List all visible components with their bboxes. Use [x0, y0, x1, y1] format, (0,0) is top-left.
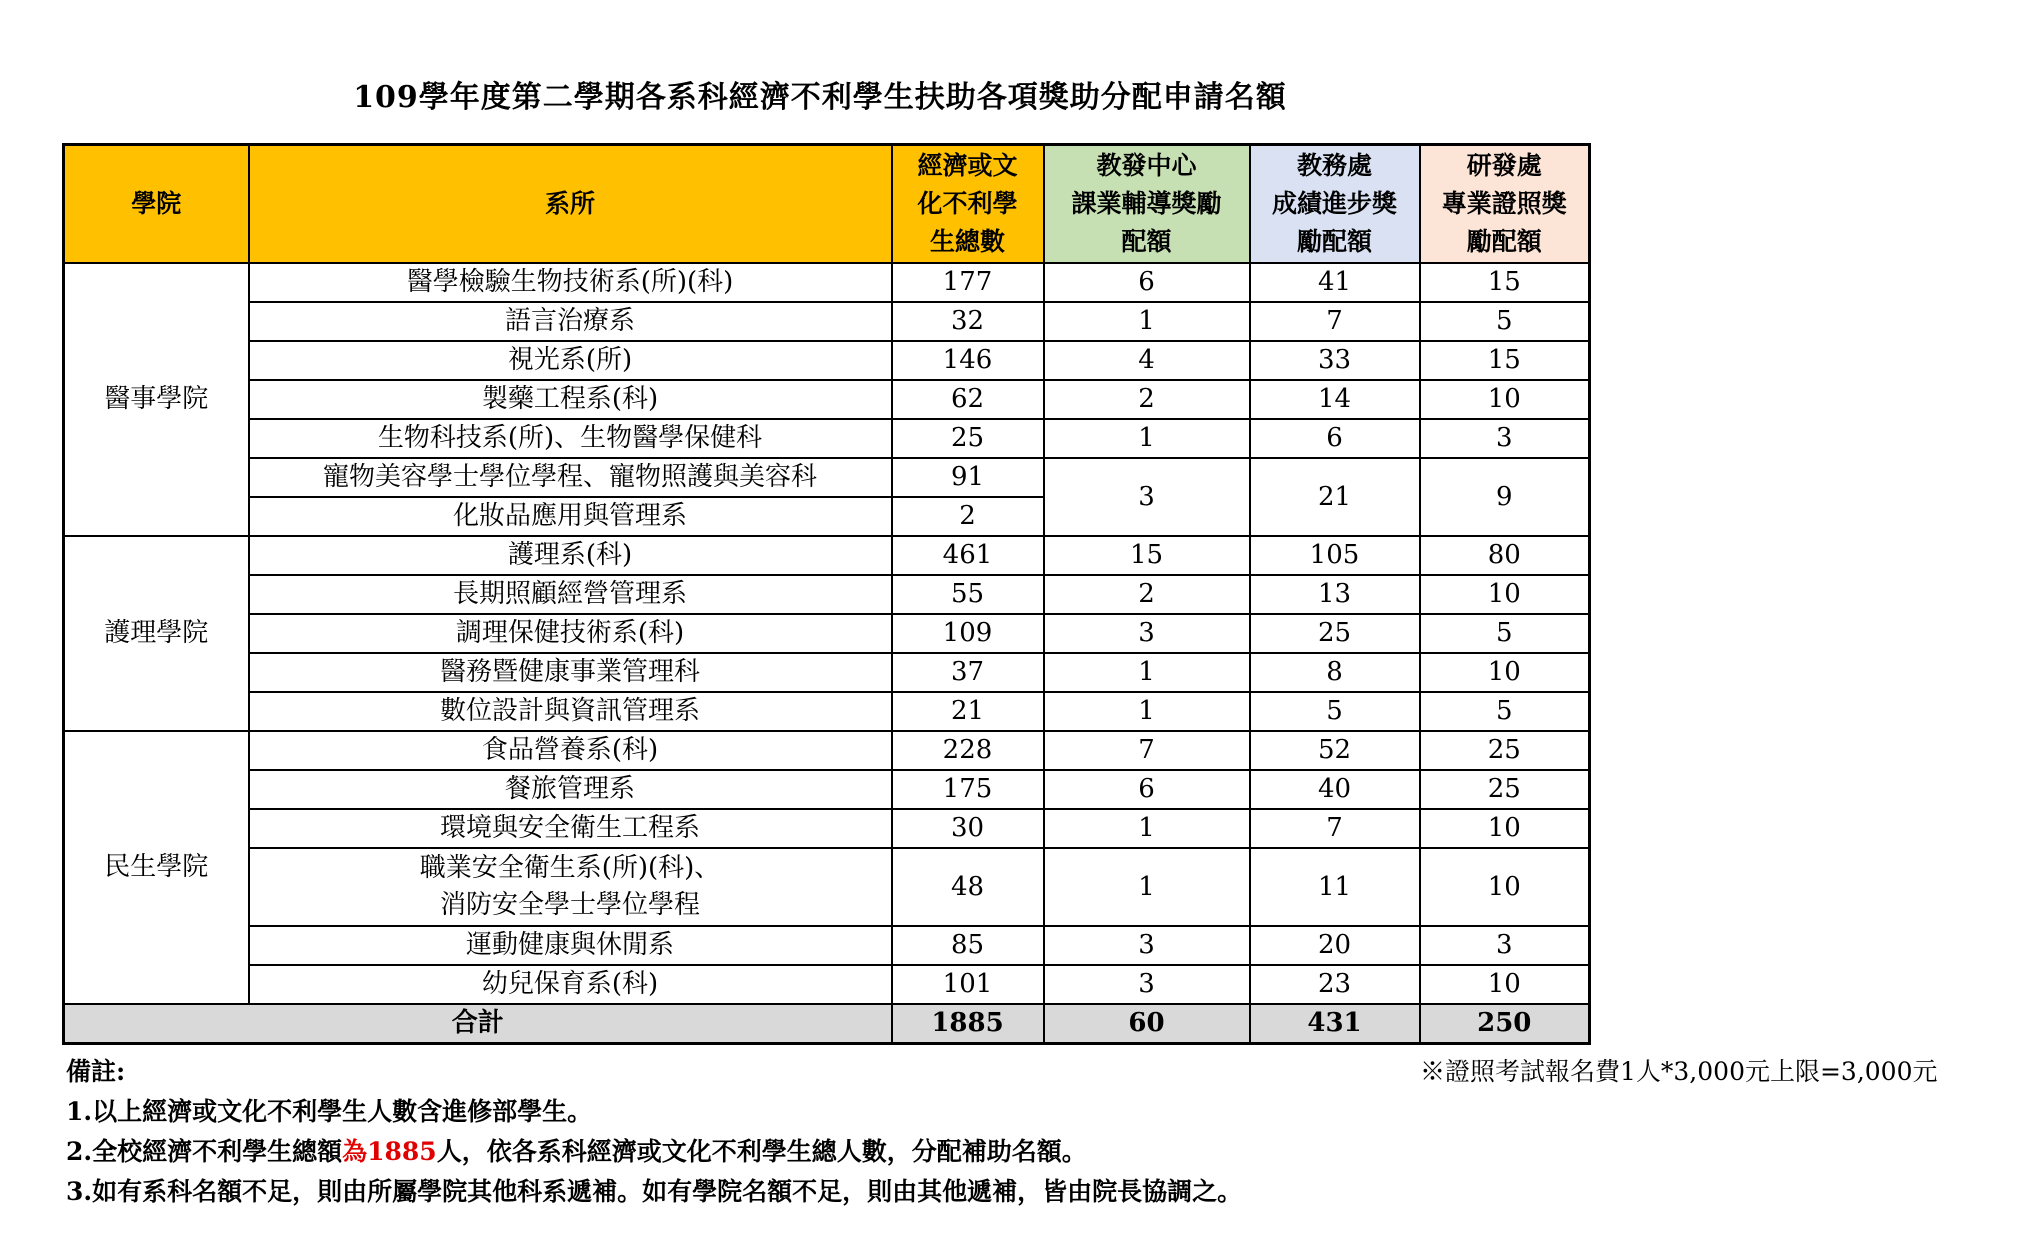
- acad-cell: 41: [1250, 263, 1420, 302]
- remark-line-2: [66, 1132, 1087, 1168]
- edu-cell: 7: [1044, 731, 1250, 770]
- total-cell: 177: [892, 263, 1044, 302]
- sum-row: [64, 1004, 1590, 1044]
- dept-cell: 醫學檢驗生物技術系(所)(科): [249, 263, 892, 302]
- quota-table: [62, 143, 1591, 1045]
- total-cell: 91: [892, 458, 1044, 497]
- header-college: 學院: [64, 145, 249, 264]
- acad-cell: 6: [1250, 419, 1420, 458]
- total-cell: 109: [892, 614, 1044, 653]
- table-row: [64, 965, 1590, 1004]
- header-dept: 系所: [249, 145, 892, 264]
- dept-cell: 語言治療系: [249, 302, 892, 341]
- total-cell: 146: [892, 341, 1044, 380]
- acad-cell: 40: [1250, 770, 1420, 809]
- table-row: [64, 926, 1590, 965]
- dept-cell: 長期照顧經營管理系: [249, 575, 892, 614]
- acad-cell: 105: [1250, 536, 1420, 575]
- header-acad-line2: 成績進步獎: [1271, 189, 1397, 218]
- rnd-cell: 5: [1420, 302, 1590, 341]
- total-cell: 175: [892, 770, 1044, 809]
- remark-line-1: 1.以上經濟或文化不利學生人數含進修部學生。: [66, 1097, 593, 1126]
- acad-cell: 33: [1250, 341, 1420, 380]
- total-cell: 228: [892, 731, 1044, 770]
- total-cell: 21: [892, 692, 1044, 731]
- total-cell: 30: [892, 809, 1044, 848]
- acad-cell: 14: [1250, 380, 1420, 419]
- table-row: [64, 536, 1590, 575]
- total-cell: 101: [892, 965, 1044, 1004]
- header-acad-line3: 勵配額: [1296, 227, 1372, 256]
- edu-cell: 6: [1044, 770, 1250, 809]
- acad-cell: 11: [1250, 848, 1420, 926]
- header-edu-line2: 課業輔導獎勵: [1071, 189, 1222, 218]
- edu-cell: 1: [1044, 692, 1250, 731]
- dept-cell: 食品營養系(科): [249, 731, 892, 770]
- edu-cell: 1: [1044, 848, 1250, 926]
- header-total-line3: 生總數: [929, 227, 1005, 256]
- page-title: 109學年度第二學期各系科經濟不利學生扶助各項獎助分配申請名額: [353, 80, 1287, 115]
- rnd-cell: 5: [1420, 692, 1590, 731]
- table-row: [64, 770, 1590, 809]
- rnd-cell: 80: [1420, 536, 1590, 575]
- table-row: [64, 263, 1590, 302]
- edu-cell: 1: [1044, 653, 1250, 692]
- table-row: [64, 575, 1590, 614]
- sum-rnd: 250: [1420, 1004, 1590, 1044]
- acad-cell: 7: [1250, 302, 1420, 341]
- dept-cell: 視光系(所): [249, 341, 892, 380]
- rnd-cell: 3: [1420, 926, 1590, 965]
- rnd-cell: 3: [1420, 419, 1590, 458]
- table-row: [64, 341, 1590, 380]
- dept-cell: 寵物美容學士學位學程、寵物照護與美容科: [249, 458, 892, 497]
- rnd-cell: 10: [1420, 809, 1590, 848]
- rnd-cell: 5: [1420, 614, 1590, 653]
- sum-label: 合計: [64, 1004, 892, 1044]
- header-row: [64, 145, 1590, 264]
- college-cell: 護理學院: [64, 536, 249, 731]
- rnd-cell: 10: [1420, 653, 1590, 692]
- header-edu-line3: 配額: [1121, 227, 1172, 256]
- header-rnd-line3: 勵配額: [1466, 227, 1542, 256]
- dept-cell: [249, 848, 892, 926]
- table-row: [64, 614, 1590, 653]
- acad-cell: 21: [1250, 458, 1420, 536]
- dept-cell: 製藥工程系(科): [249, 380, 892, 419]
- edu-cell: 15: [1044, 536, 1250, 575]
- dept-cell: 醫務暨健康事業管理科: [249, 653, 892, 692]
- college-cell: 醫事學院: [64, 263, 249, 536]
- acad-cell: 5: [1250, 692, 1420, 731]
- acad-cell: 8: [1250, 653, 1420, 692]
- total-cell: 48: [892, 848, 1044, 926]
- edu-cell: 3: [1044, 458, 1250, 536]
- table-row: [64, 419, 1590, 458]
- edu-cell: 1: [1044, 809, 1250, 848]
- rnd-cell: 10: [1420, 380, 1590, 419]
- dept-cell: 餐旅管理系: [249, 770, 892, 809]
- sum-edu: 60: [1044, 1004, 1250, 1044]
- acad-cell: 52: [1250, 731, 1420, 770]
- sum-acad: 431: [1250, 1004, 1420, 1044]
- dept-cell: 生物科技系(所)、生物醫學保健科: [249, 419, 892, 458]
- table-row: [64, 809, 1590, 848]
- edu-cell: 3: [1044, 965, 1250, 1004]
- edu-cell: 1: [1044, 419, 1250, 458]
- dept-line2: 消防安全學士學位學程: [439, 890, 700, 920]
- table-row: [64, 458, 1590, 497]
- rnd-cell: 25: [1420, 731, 1590, 770]
- table-row: [64, 731, 1590, 770]
- edu-cell: 6: [1044, 263, 1250, 302]
- edu-cell: 1: [1044, 302, 1250, 341]
- dept-cell: 護理系(科): [249, 536, 892, 575]
- edu-cell: 2: [1044, 575, 1250, 614]
- dept-line1: 職業安全衛生系(所)(科)、: [419, 853, 721, 883]
- edu-cell: 2: [1044, 380, 1250, 419]
- acad-cell: 23: [1250, 965, 1420, 1004]
- header-edu-line1: 教發中心: [1096, 151, 1197, 180]
- dept-cell: 化妝品應用與管理系: [249, 497, 892, 536]
- dept-cell: 幼兒保育系(科): [249, 965, 892, 1004]
- remarks-heading: 備註:: [66, 1057, 126, 1086]
- header-rnd-line1: 研發處: [1466, 151, 1542, 180]
- acad-cell: 20: [1250, 926, 1420, 965]
- header-rnd-line2: 專業證照獎: [1441, 189, 1567, 218]
- dept-cell: 調理保健技術系(科): [249, 614, 892, 653]
- header-total-line2: 化不利學: [917, 189, 1018, 218]
- table-row: [64, 692, 1590, 731]
- rnd-cell: 15: [1420, 341, 1590, 380]
- header-rnd: [1420, 145, 1590, 264]
- sum-total: 1885: [892, 1004, 1044, 1044]
- remark-line-2-highlight: 為1885: [342, 1137, 437, 1166]
- total-cell: 37: [892, 653, 1044, 692]
- rnd-cell: 10: [1420, 848, 1590, 926]
- rnd-cell: 10: [1420, 575, 1590, 614]
- dept-cell: 數位設計與資訊管理系: [249, 692, 892, 731]
- remark-line-2-b: 人，依各系科經濟或文化不利學生總人數，分配補助名額。: [436, 1137, 1087, 1166]
- rnd-cell: 15: [1420, 263, 1590, 302]
- total-cell: 461: [892, 536, 1044, 575]
- fee-note: ※證照考試報名費1人*3,000元上限=3,000元: [1420, 1057, 1938, 1086]
- header-edu: [1044, 145, 1250, 264]
- edu-cell: 3: [1044, 926, 1250, 965]
- total-cell: 2: [892, 497, 1044, 536]
- table-row: [64, 380, 1590, 419]
- header-total: [892, 145, 1044, 264]
- edu-cell: 3: [1044, 614, 1250, 653]
- table-row: [64, 302, 1590, 341]
- header-acad: [1250, 145, 1420, 264]
- rnd-cell: 9: [1420, 458, 1590, 536]
- rnd-cell: 10: [1420, 965, 1590, 1004]
- acad-cell: 13: [1250, 575, 1420, 614]
- remark-line-3: 3.如有系科名額不足，則由所屬學院其他科系遞補。如有學院名額不足，則由其他遞補，皆由院長協調之。: [66, 1177, 1243, 1206]
- dept-cell: 環境與安全衛生工程系: [249, 809, 892, 848]
- header-total-line1: 經濟或文: [917, 151, 1018, 180]
- total-cell: 85: [892, 926, 1044, 965]
- table-row: [64, 653, 1590, 692]
- acad-cell: 7: [1250, 809, 1420, 848]
- table-row: [64, 848, 1590, 926]
- header-acad-line1: 教務處: [1296, 151, 1372, 180]
- total-cell: 62: [892, 380, 1044, 419]
- total-cell: 25: [892, 419, 1044, 458]
- remark-line-2-a: 2.全校經濟不利學生總額: [66, 1137, 343, 1166]
- edu-cell: 4: [1044, 341, 1250, 380]
- college-cell: 民生學院: [64, 731, 249, 1004]
- acad-cell: 25: [1250, 614, 1420, 653]
- rnd-cell: 25: [1420, 770, 1590, 809]
- dept-cell: 運動健康與休閒系: [249, 926, 892, 965]
- total-cell: 32: [892, 302, 1044, 341]
- total-cell: 55: [892, 575, 1044, 614]
